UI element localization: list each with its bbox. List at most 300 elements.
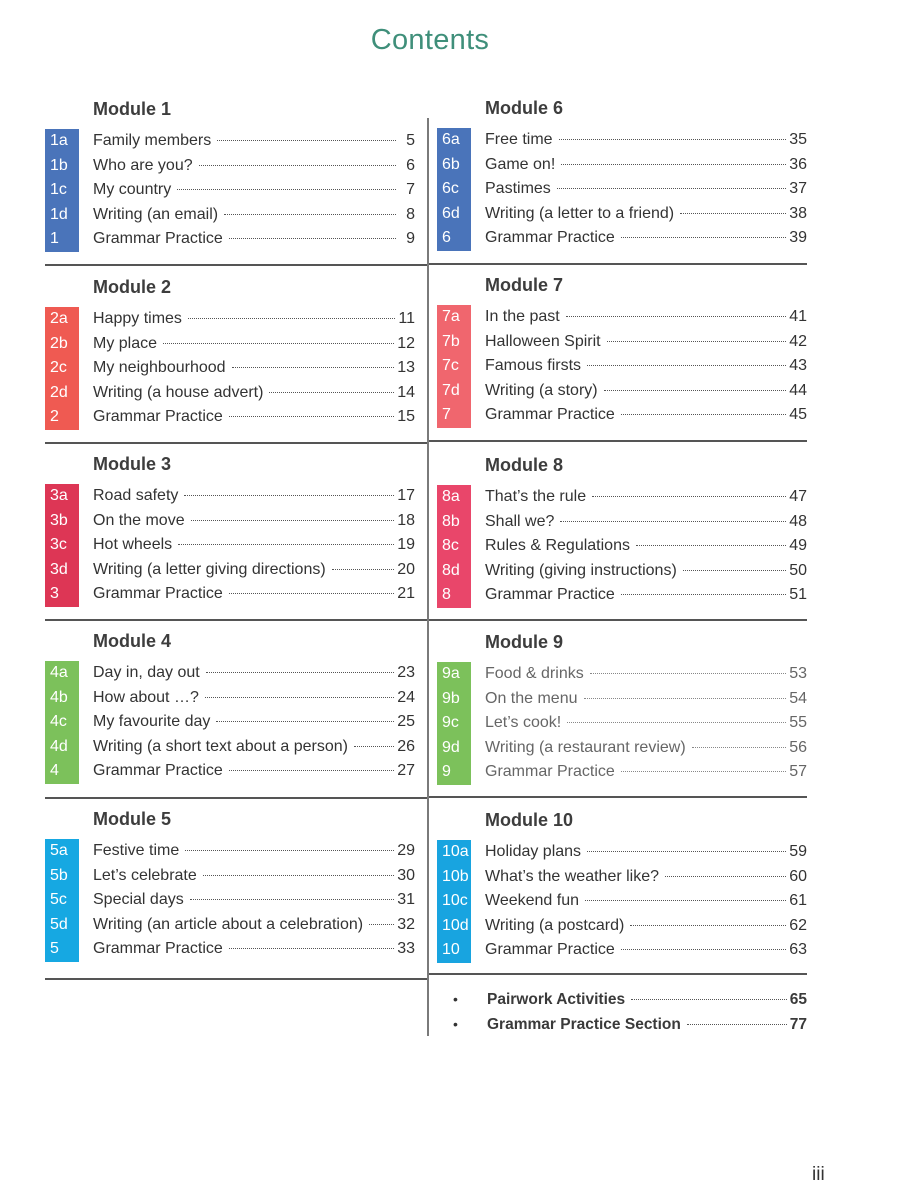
lesson-name: Weekend fun: [485, 892, 579, 910]
dot-leader: [592, 496, 786, 497]
dot-leader: [205, 697, 394, 698]
section-divider: [45, 442, 427, 444]
lesson-name: What’s the weather like?: [485, 867, 660, 885]
lesson-page-number: 48: [789, 512, 807, 530]
lesson-name: Let’s cook!: [485, 714, 562, 732]
lesson-list: [45, 839, 415, 962]
lesson-code-badge: 5d: [45, 913, 79, 938]
lesson-entry: [485, 663, 807, 685]
dot-leader: [191, 520, 395, 521]
lesson-name: Writing (a restaurant review): [485, 738, 686, 756]
section-divider: [45, 619, 427, 621]
lesson-code-badge: 8c: [437, 534, 471, 559]
lesson-name: Famous firsts: [485, 357, 582, 375]
lesson-entry: [485, 380, 807, 402]
lesson-list: [437, 662, 807, 785]
lesson-entry: [485, 511, 807, 533]
lesson-code-badge: 1c: [45, 178, 79, 203]
dot-leader: [163, 343, 394, 344]
lesson-row: [45, 839, 415, 864]
lesson-name: Writing (a story): [485, 381, 598, 399]
lesson-code-badge: 9d: [437, 736, 471, 761]
lesson-name: Writing (a house advert): [93, 383, 264, 401]
dot-leader: [203, 875, 394, 876]
lesson-entry: [93, 760, 415, 782]
lesson-entry: [485, 355, 807, 377]
lesson-row: [437, 914, 807, 939]
dot-leader: [559, 139, 787, 140]
lesson-entry: [93, 662, 415, 684]
lesson-page-number: 53: [789, 665, 807, 682]
section-divider: [429, 619, 807, 621]
lesson-page-number: 30: [397, 866, 415, 884]
dot-leader: [607, 341, 787, 342]
dot-leader: [354, 746, 394, 747]
lesson-row: [437, 177, 807, 202]
lesson-name: Holiday plans: [485, 843, 582, 860]
dot-leader: [665, 876, 786, 877]
lesson-code-badge: 1b: [45, 154, 79, 179]
lesson-name: Grammar Practice: [485, 763, 615, 781]
lesson-name: Game on!: [485, 155, 556, 173]
lesson-entry: [485, 306, 807, 328]
lesson-row: [45, 332, 415, 357]
lesson-entry: [93, 840, 415, 862]
lesson-code-badge: 4b: [45, 686, 79, 711]
lesson-row: [45, 484, 415, 509]
lesson-entry: [485, 404, 807, 426]
lesson-code-badge: 10c: [437, 889, 471, 914]
module-title: Module 6: [485, 98, 564, 118]
dot-leader: [680, 213, 786, 214]
dot-leader: [184, 495, 394, 496]
lesson-code-badge: 6b: [437, 153, 471, 178]
lesson-code-badge: 9b: [437, 687, 471, 712]
module-title: Module 4: [93, 631, 172, 651]
lesson-page-number: 43: [789, 357, 807, 375]
lesson-name: Pastimes: [485, 180, 551, 198]
lesson-page-number: 25: [397, 713, 415, 731]
lesson-name: My favourite day: [93, 713, 211, 731]
lesson-row: [437, 559, 807, 584]
lesson-entry: [93, 583, 415, 605]
lesson-entry: [485, 560, 807, 582]
lesson-row: [437, 865, 807, 890]
lesson-name: Writing (a letter to a friend): [485, 204, 675, 222]
dot-leader: [229, 416, 394, 417]
lesson-code-badge: 4d: [45, 735, 79, 760]
dot-leader: [332, 569, 395, 570]
lesson-row: [437, 226, 807, 251]
lesson-row: [45, 356, 415, 381]
lesson-name: Halloween Spirit: [485, 332, 601, 350]
lesson-page-number: 5: [406, 132, 415, 149]
lesson-row: [45, 864, 415, 889]
module-title: Module 3: [93, 454, 172, 474]
lesson-name: Writing (a postcard): [485, 916, 625, 934]
lesson-row: [437, 534, 807, 559]
section-divider: [429, 973, 807, 975]
section-divider: [429, 796, 807, 798]
lesson-code-badge: 1: [45, 227, 79, 252]
dot-leader: [566, 316, 786, 317]
lesson-row: [437, 379, 807, 404]
lesson-name: Writing (a short text about a person): [93, 737, 348, 755]
lesson-name: Happy times: [93, 310, 182, 327]
lesson-row: [45, 661, 415, 686]
section-divider: [45, 264, 427, 266]
lesson-page-number: 29: [397, 842, 415, 859]
lesson-code-badge: 4a: [45, 661, 79, 686]
lesson-page-number: 31: [397, 891, 415, 909]
lesson-page-number: 45: [789, 406, 807, 424]
lesson-entry: [93, 485, 415, 507]
lesson-name: Writing (an email): [93, 205, 219, 223]
dot-leader: [216, 721, 394, 722]
lesson-list: [437, 128, 807, 251]
lesson-page-number: 56: [789, 738, 807, 756]
lesson-name: In the past: [485, 308, 560, 325]
lesson-list: [45, 484, 415, 607]
lesson-code-badge: 2: [45, 405, 79, 430]
lesson-page-number: 35: [789, 131, 807, 148]
lesson-code-badge: 8a: [437, 485, 471, 510]
lesson-entry: [93, 406, 415, 428]
dot-leader: [585, 900, 786, 901]
dot-leader: [692, 747, 787, 748]
lesson-name: Grammar Practice: [485, 406, 615, 424]
lesson-page-number: 54: [789, 689, 807, 707]
dot-leader: [229, 593, 394, 594]
lesson-name: Food & drinks: [485, 665, 584, 682]
dot-leader: [561, 164, 786, 165]
lesson-page-number: 20: [397, 560, 415, 578]
extras-list: [445, 988, 807, 1037]
lesson-page-number: 36: [789, 155, 807, 173]
lesson-entry: [93, 711, 415, 733]
dot-leader: [631, 999, 787, 1000]
extra-name: Pairwork Activities: [487, 991, 626, 1008]
lesson-code-badge: 10d: [437, 914, 471, 939]
dot-leader: [621, 594, 786, 595]
lesson-entry: [485, 154, 807, 176]
lesson-row: [437, 128, 807, 153]
dot-leader: [188, 318, 395, 319]
lesson-name: Let’s celebrate: [93, 866, 197, 884]
lesson-name: Hot wheels: [93, 536, 173, 554]
dot-leader: [217, 140, 396, 141]
lesson-page-number: 59: [789, 843, 807, 860]
lesson-entry: [93, 510, 415, 532]
lesson-code-badge: 9a: [437, 662, 471, 687]
lesson-name: Grammar Practice: [93, 940, 223, 958]
extra-name: Grammar Practice Section: [487, 1015, 681, 1033]
dot-leader: [630, 925, 786, 926]
lesson-row: [45, 735, 415, 760]
dot-leader: [229, 770, 394, 771]
dot-leader: [584, 698, 787, 699]
lesson-code-badge: 5b: [45, 864, 79, 889]
lesson-name: My neighbourhood: [93, 359, 226, 377]
lesson-name: How about …?: [93, 688, 199, 706]
lesson-code-badge: 3d: [45, 558, 79, 583]
section-divider: [429, 440, 807, 442]
lesson-entry: [485, 535, 807, 557]
lesson-row: [437, 354, 807, 379]
lesson-name: That’s the rule: [485, 488, 587, 505]
lesson-entry: [93, 687, 415, 709]
dot-leader: [229, 948, 394, 949]
lesson-entry: [93, 559, 415, 581]
dot-leader: [190, 899, 394, 900]
lesson-page-number: 19: [397, 536, 415, 554]
dot-leader: [621, 949, 786, 950]
lesson-entry: [485, 584, 807, 606]
dot-leader: [178, 544, 394, 545]
lesson-code-badge: 10b: [437, 865, 471, 890]
lesson-code-badge: 7: [437, 403, 471, 428]
module-title: Module 9: [485, 632, 564, 652]
lesson-page-number: 17: [397, 487, 415, 504]
lesson-page-number: 6: [406, 156, 415, 174]
dot-leader: [621, 237, 786, 238]
lesson-code-badge: 1a: [45, 129, 79, 154]
module-title: Module 7: [485, 275, 564, 295]
lesson-page-number: 51: [789, 586, 807, 604]
lesson-entry: [485, 737, 807, 759]
lesson-page-number: 41: [789, 308, 807, 325]
lesson-code-badge: 8: [437, 583, 471, 608]
lesson-page-number: 61: [789, 892, 807, 910]
dot-leader: [199, 165, 396, 166]
lesson-code-badge: 6: [437, 226, 471, 251]
dot-leader: [683, 570, 786, 571]
lesson-entry: [93, 333, 415, 355]
lesson-name: Road safety: [93, 487, 179, 504]
lesson-row: [45, 178, 415, 203]
lesson-entry: [93, 130, 415, 152]
lesson-page-number: 21: [397, 585, 415, 603]
lesson-page-number: 11: [398, 310, 415, 327]
lesson-page-number: 37: [789, 180, 807, 198]
dot-leader: [224, 214, 396, 215]
lesson-row: [45, 582, 415, 607]
lesson-code-badge: 7d: [437, 379, 471, 404]
lesson-name: Free time: [485, 131, 553, 148]
dot-leader: [177, 189, 396, 190]
lesson-row: [437, 736, 807, 761]
lesson-row: [45, 129, 415, 154]
lesson-code-badge: 3b: [45, 509, 79, 534]
dot-leader: [621, 771, 786, 772]
lesson-row: [45, 203, 415, 228]
lesson-name: Grammar Practice: [93, 762, 223, 780]
lesson-row: [437, 202, 807, 227]
lesson-row: [437, 840, 807, 865]
lesson-code-badge: 3c: [45, 533, 79, 558]
dot-leader: [557, 188, 786, 189]
lesson-page-number: 49: [789, 537, 807, 555]
lesson-name: Shall we?: [485, 512, 555, 530]
lesson-name: Grammar Practice: [93, 585, 223, 603]
lesson-entry: [485, 761, 807, 783]
lesson-code-badge: 4c: [45, 710, 79, 735]
lesson-list: [437, 485, 807, 608]
lesson-code-badge: 5a: [45, 839, 79, 864]
lesson-row: [45, 227, 415, 252]
lesson-row: [45, 888, 415, 913]
module-title: Module 1: [93, 99, 172, 119]
lesson-page-number: 18: [397, 511, 415, 529]
lesson-code-badge: 8d: [437, 559, 471, 584]
lesson-row: [45, 533, 415, 558]
lesson-page-number: 42: [789, 332, 807, 350]
lesson-code-badge: 8b: [437, 510, 471, 535]
dot-leader: [621, 414, 786, 415]
lesson-row: [45, 307, 415, 332]
lesson-row: [437, 403, 807, 428]
column-divider: [427, 118, 429, 1036]
lesson-code-badge: 7c: [437, 354, 471, 379]
lesson-code-badge: 2c: [45, 356, 79, 381]
lesson-entry: [485, 915, 807, 937]
lesson-entry: [93, 308, 415, 330]
lesson-page-number: 44: [789, 381, 807, 399]
lesson-list: [45, 661, 415, 784]
lesson-page-number: 55: [789, 714, 807, 732]
page-title: Contents: [370, 24, 490, 56]
lesson-entry: [485, 939, 807, 961]
dot-leader: [269, 392, 394, 393]
extra-row: [445, 1013, 807, 1038]
dot-leader: [206, 672, 394, 673]
dot-leader: [229, 238, 396, 239]
lesson-name: My country: [93, 181, 172, 199]
lesson-row: [437, 687, 807, 712]
lesson-entry: [485, 866, 807, 888]
lesson-row: [437, 889, 807, 914]
lesson-page-number: 63: [789, 941, 807, 959]
dot-leader: [560, 521, 786, 522]
lesson-name: Writing (an article about a celebration): [93, 915, 364, 933]
dot-leader: [587, 365, 786, 366]
section-divider: [429, 263, 807, 265]
lesson-entry: [93, 228, 415, 250]
dot-leader: [185, 850, 394, 851]
section-divider: [45, 797, 427, 799]
lesson-name: On the menu: [485, 689, 578, 707]
lesson-entry: [485, 227, 807, 249]
lesson-code-badge: 6c: [437, 177, 471, 202]
lesson-code-badge: 10a: [437, 840, 471, 865]
lesson-row: [437, 305, 807, 330]
lesson-row: [45, 381, 415, 406]
lesson-entry: [485, 688, 807, 710]
bullet-icon: •: [453, 1015, 458, 1032]
module-title: Module 10: [485, 810, 574, 830]
lesson-code-badge: 10: [437, 938, 471, 963]
lesson-page-number: 15: [397, 408, 415, 426]
lesson-list: [437, 305, 807, 428]
dot-leader: [567, 722, 786, 723]
lesson-name: Rules & Regulations: [485, 537, 630, 555]
lesson-row: [437, 662, 807, 687]
lesson-code-badge: 9: [437, 760, 471, 785]
lesson-row: [45, 759, 415, 784]
lesson-row: [437, 583, 807, 608]
lesson-entry: [93, 938, 415, 960]
lesson-row: [437, 510, 807, 535]
module-title: Module 8: [485, 455, 564, 475]
extra-entry: [487, 989, 807, 1011]
lesson-entry: [93, 155, 415, 177]
dot-leader: [687, 1024, 787, 1025]
lesson-page-number: 14: [397, 383, 415, 401]
section-divider: [45, 978, 427, 980]
lesson-entry: [93, 914, 415, 936]
lesson-row: [437, 485, 807, 510]
lesson-row: [437, 711, 807, 736]
lesson-code-badge: 7a: [437, 305, 471, 330]
lesson-name: Family members: [93, 132, 212, 149]
module-title: Module 2: [93, 277, 172, 297]
lesson-name: Who are you?: [93, 156, 193, 174]
lesson-list: [437, 840, 807, 963]
extra-row: [445, 988, 807, 1013]
lesson-page-number: 8: [406, 205, 415, 223]
lesson-name: Grammar Practice: [93, 408, 223, 426]
lesson-row: [45, 558, 415, 583]
extra-entry: [487, 1014, 807, 1036]
lesson-code-badge: 9c: [437, 711, 471, 736]
lesson-name: My place: [93, 334, 158, 352]
extra-page-number: 77: [789, 1015, 807, 1033]
lesson-entry: [93, 889, 415, 911]
lesson-name: Writing (a letter giving directions): [93, 560, 326, 578]
lesson-entry: [93, 357, 415, 379]
lesson-row: [45, 937, 415, 962]
lesson-code-badge: 5c: [45, 888, 79, 913]
lesson-code-badge: 4: [45, 759, 79, 784]
lesson-entry: [485, 129, 807, 151]
lesson-page-number: 60: [789, 867, 807, 885]
lesson-row: [45, 509, 415, 534]
lesson-entry: [485, 486, 807, 508]
dot-leader: [232, 367, 395, 368]
extra-page-number: 65: [789, 991, 807, 1008]
lesson-entry: [93, 179, 415, 201]
lesson-code-badge: 3a: [45, 484, 79, 509]
lesson-row: [45, 913, 415, 938]
lesson-page-number: 7: [406, 181, 415, 199]
lesson-list: [45, 307, 415, 430]
dot-leader: [369, 924, 394, 925]
dot-leader: [636, 545, 786, 546]
lesson-row: [45, 154, 415, 179]
lesson-name: Day in, day out: [93, 664, 200, 681]
lesson-entry: [93, 204, 415, 226]
lesson-code-badge: 5: [45, 937, 79, 962]
lesson-page-number: 47: [789, 488, 807, 505]
lesson-code-badge: 1d: [45, 203, 79, 228]
lesson-row: [45, 405, 415, 430]
lesson-name: Writing (giving instructions): [485, 561, 677, 579]
lesson-list: [45, 129, 415, 252]
dot-leader: [587, 851, 786, 852]
lesson-name: Special days: [93, 891, 184, 909]
bullet-icon: •: [453, 991, 458, 1007]
lesson-entry: [485, 203, 807, 225]
